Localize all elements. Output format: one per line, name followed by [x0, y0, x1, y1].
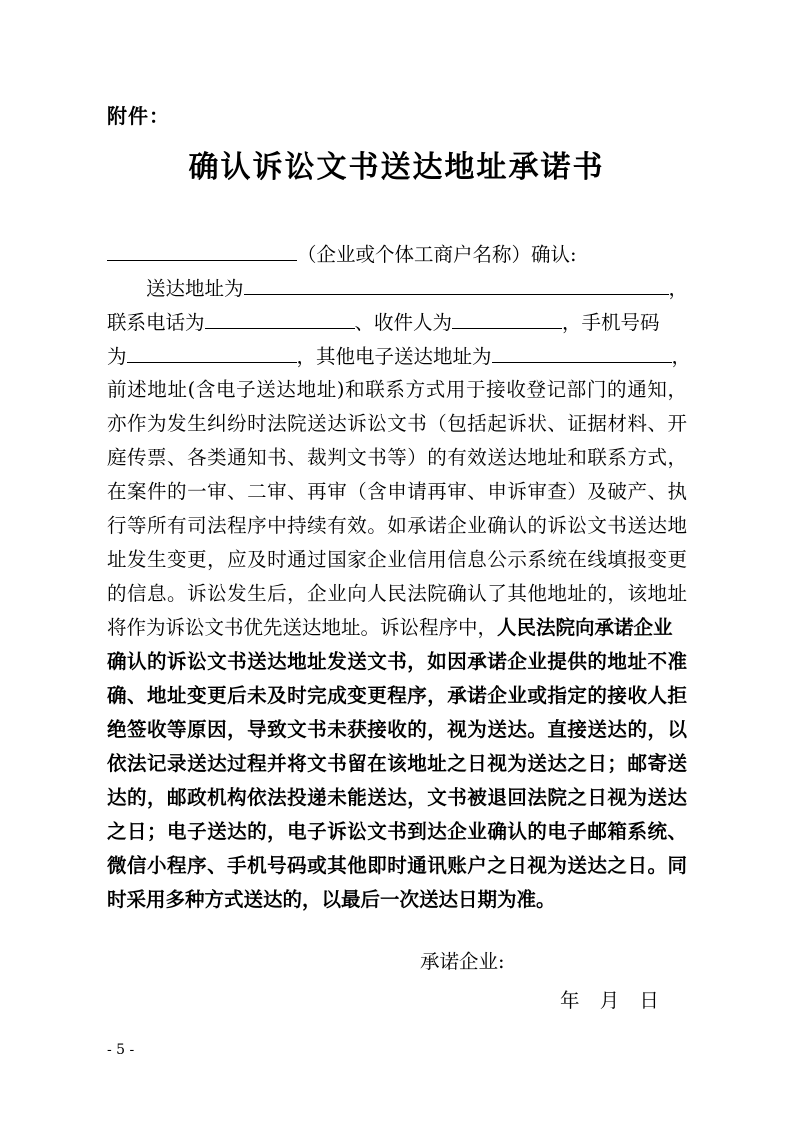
phone-label: 联系电话为 — [107, 311, 205, 334]
phone-blank[interactable] — [205, 306, 355, 329]
body-line-3: 庭传票、各类通知书、裁判文书等）的有效送达地址和联系方式， — [107, 446, 687, 469]
body-line-8-bold: 人民法院向承诺企业 — [497, 616, 673, 639]
other-address-label: ，其他电子送达地址为 — [296, 345, 492, 368]
address-label: 送达地址为 — [146, 277, 244, 300]
body-line-15: 微信小程序、手机号码或其他即时通讯账户之日视为送达之日。同 — [107, 854, 687, 877]
confirm-suffix: （企业或个体工商户名称）确认: — [297, 243, 577, 266]
other-address-end: ， — [671, 345, 692, 368]
body-line-14: 之日；电子送达的，电子诉讼文书到达企业确认的电子邮箱系统、 — [107, 820, 687, 843]
date-label: 年 月 日 — [560, 989, 659, 1012]
other-address-blank[interactable] — [492, 340, 672, 363]
recipient-blank[interactable] — [452, 306, 562, 329]
mobile-label-2: 为 — [107, 345, 127, 368]
address-blank[interactable] — [244, 272, 669, 295]
address-end: ， — [668, 277, 689, 300]
recipient-label: 、收件人为 — [354, 311, 453, 334]
body-line-1: 前述地址(含电子送达地址)和联系方式用于接收登记部门的通知， — [107, 378, 687, 401]
body-line-12: 依法记录送达过程并将文书留在该地址之日视为送达之日；邮寄送 — [107, 752, 687, 775]
body-line-7: 的信息。诉讼发生后，企业向人民法院确认了其他地址的，该地址 — [107, 582, 687, 605]
mobile-line — [107, 340, 692, 372]
signature-label: 承诺企业: — [420, 950, 505, 973]
body-line-13: 达的，邮政机构依法投递未能送达，文书被退回法院之日视为送达 — [107, 786, 687, 809]
body-line-9: 确认的诉讼文书送达地址发送文书，如因承诺企业提供的地址不准 — [107, 650, 687, 673]
body-line-2: 亦作为发生纠纷时法院送达诉讼文书（包括起诉状、证据材料、开 — [107, 412, 687, 435]
mobile-label: ，手机号码 — [562, 311, 660, 334]
address-line — [107, 272, 687, 304]
body-line-8-normal: 将作为诉讼文书优先送达地址。诉讼程序中， — [107, 616, 498, 639]
company-confirm-line — [107, 238, 687, 270]
body-line-4: 在案件的一审、二审、再审（含申请再审、申诉审查）及破产、执 — [107, 480, 687, 503]
body-line-16: 时采用多种方式送达的，以最后一次送达日期为准。 — [107, 888, 556, 911]
attachment-label: 附件： — [107, 104, 170, 128]
body-line-5: 行等所有司法程序中持续有效。如承诺企业确认的诉讼文书送达地 — [107, 514, 687, 537]
company-name-blank[interactable] — [107, 238, 297, 261]
mobile-blank[interactable] — [127, 340, 297, 363]
body-line-6: 址发生变更，应及时通过国家企业信用信息公示系统在线填报变更 — [107, 548, 687, 571]
body-line-11: 绝签收等原因，导致文书未获接收的，视为送达。直接送达的，以 — [107, 718, 687, 741]
phone-line — [107, 306, 687, 338]
body-line-8 — [107, 612, 687, 644]
document-title: 确认诉讼文书送达地址承诺书 — [188, 150, 605, 185]
body-line-10: 确、地址变更后未及时完成变更程序，承诺企业或指定的接收人拒 — [107, 684, 687, 707]
page-number: - 5 - — [107, 1042, 135, 1058]
